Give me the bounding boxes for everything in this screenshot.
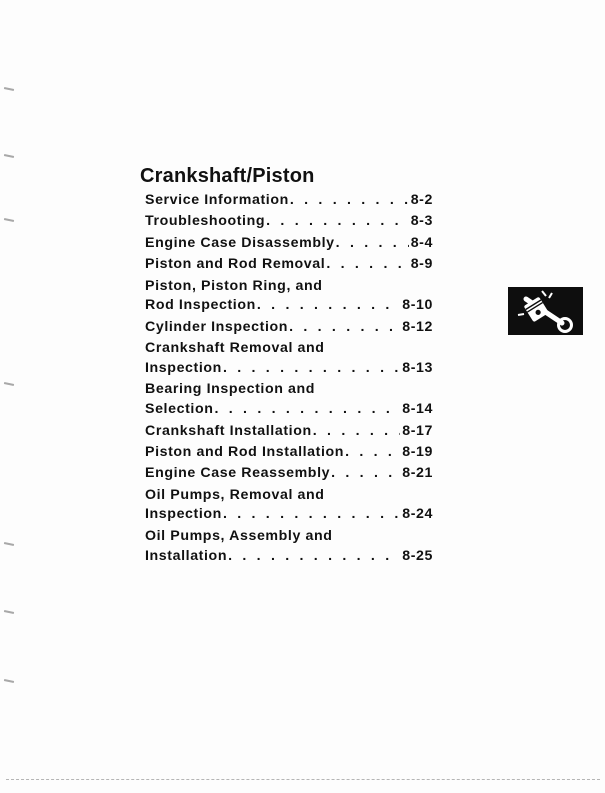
toc-page-number: 8-4: [410, 234, 433, 251]
toc-entry-label: Oil Pumps, Removal and: [145, 486, 325, 503]
toc-entry[interactable]: [145, 380, 433, 420]
toc-page-number: 8-24: [402, 506, 433, 523]
toc-entry-label: Cylinder Inspection: [145, 318, 289, 335]
toc-entry-leader-row: [145, 422, 433, 442]
toc-entry[interactable]: [145, 277, 433, 317]
table-of-contents: [145, 191, 433, 568]
toc-entry-label: Crankshaft Installation: [145, 422, 312, 439]
toc-entry-label: Selection: [145, 401, 214, 418]
scan-edge-mark: [4, 542, 14, 546]
toc-entry-label: Inspection: [145, 506, 222, 523]
toc-entry-label: Rod Inspection: [145, 297, 256, 314]
scan-edge-mark: [4, 154, 14, 158]
toc-entry-label: Oil Pumps, Assembly and: [145, 527, 333, 544]
toc-entry[interactable]: [145, 318, 433, 338]
toc-entry-leader-row: [145, 191, 433, 211]
toc-entry-label: Engine Case Disassembly: [145, 234, 335, 251]
toc-entry-label: Engine Case Reassembly: [145, 465, 331, 482]
toc-page-number: 8-14: [402, 401, 433, 418]
dot-leader: [345, 443, 400, 463]
toc-page-number: 8-9: [410, 256, 433, 273]
dot-leader: [290, 191, 409, 211]
toc-page-number: 8-17: [402, 422, 433, 439]
dot-leader: [223, 505, 400, 525]
toc-entry-label: Bearing Inspection and: [145, 381, 316, 398]
toc-entry[interactable]: [145, 464, 433, 484]
toc-entry-leader-row: [145, 443, 433, 463]
toc-page-number: 8-13: [402, 359, 433, 376]
dot-leader: [289, 318, 400, 338]
toc-entry-leader-row: [145, 464, 433, 484]
toc-page-number: 8-2: [410, 192, 433, 208]
dot-leader: [257, 296, 400, 316]
toc-page-number: 8-21: [402, 465, 433, 482]
dot-leader: [336, 234, 409, 254]
toc-page-number: 8-10: [402, 297, 433, 314]
toc-entry[interactable]: [145, 527, 433, 567]
toc-entry-leader-row: [145, 234, 433, 254]
scan-bottom-line: [6, 779, 600, 780]
dot-leader: [266, 212, 409, 232]
toc-entry-label: Installation: [145, 547, 228, 564]
toc-entry-leader-row: [145, 505, 433, 525]
scan-edge-mark: [4, 87, 14, 91]
toc-entry-label: Troubleshooting: [145, 213, 266, 230]
toc-page-number: 8-25: [402, 547, 433, 564]
dot-leader: [313, 422, 400, 442]
toc-entry[interactable]: [145, 255, 433, 275]
toc-entry-leader-row: [145, 318, 433, 338]
toc-entry-leader-row: [145, 296, 433, 316]
toc-page-number: 8-12: [402, 318, 433, 335]
toc-entry-leader-row: [145, 255, 433, 275]
toc-entry-leader-row: [145, 547, 433, 567]
toc-entry[interactable]: [145, 422, 433, 442]
toc-entry-label: Inspection: [145, 359, 222, 376]
toc-entry[interactable]: [145, 191, 433, 211]
scan-edge-mark: [4, 679, 14, 683]
toc-entry[interactable]: [145, 339, 433, 379]
toc-entry-leader-row: [145, 212, 433, 232]
toc-entry-label: Piston, Piston Ring, and: [145, 277, 323, 294]
dot-leader: [326, 255, 408, 275]
dot-leader: [228, 547, 400, 567]
scan-edge-mark: [4, 218, 14, 222]
toc-entry-leader-row: [145, 359, 433, 379]
section-title: Crankshaft/Piston: [140, 165, 315, 187]
toc-entry-leader-row: [145, 400, 433, 420]
toc-entry-label: Piston and Rod Removal: [145, 256, 326, 273]
crankshaft-piston-icon: [508, 287, 583, 335]
toc-entry[interactable]: [145, 212, 433, 232]
scan-edge-mark: [4, 610, 14, 614]
dot-leader: [214, 400, 400, 420]
scan-edge-mark: [4, 382, 14, 386]
toc-entry-label: Service Information: [145, 192, 289, 208]
dot-leader: [223, 359, 400, 379]
dot-leader: [331, 464, 400, 484]
toc-entry[interactable]: [145, 234, 433, 254]
toc-entry[interactable]: [145, 486, 433, 526]
section-tab: [508, 287, 583, 335]
toc-entry-label: Crankshaft Removal and: [145, 340, 325, 357]
toc-entry-label: Piston and Rod Installation: [145, 443, 345, 460]
toc-entry[interactable]: [145, 443, 433, 463]
toc-page-number: 8-19: [402, 443, 433, 460]
toc-page-number: 8-3: [410, 213, 433, 230]
